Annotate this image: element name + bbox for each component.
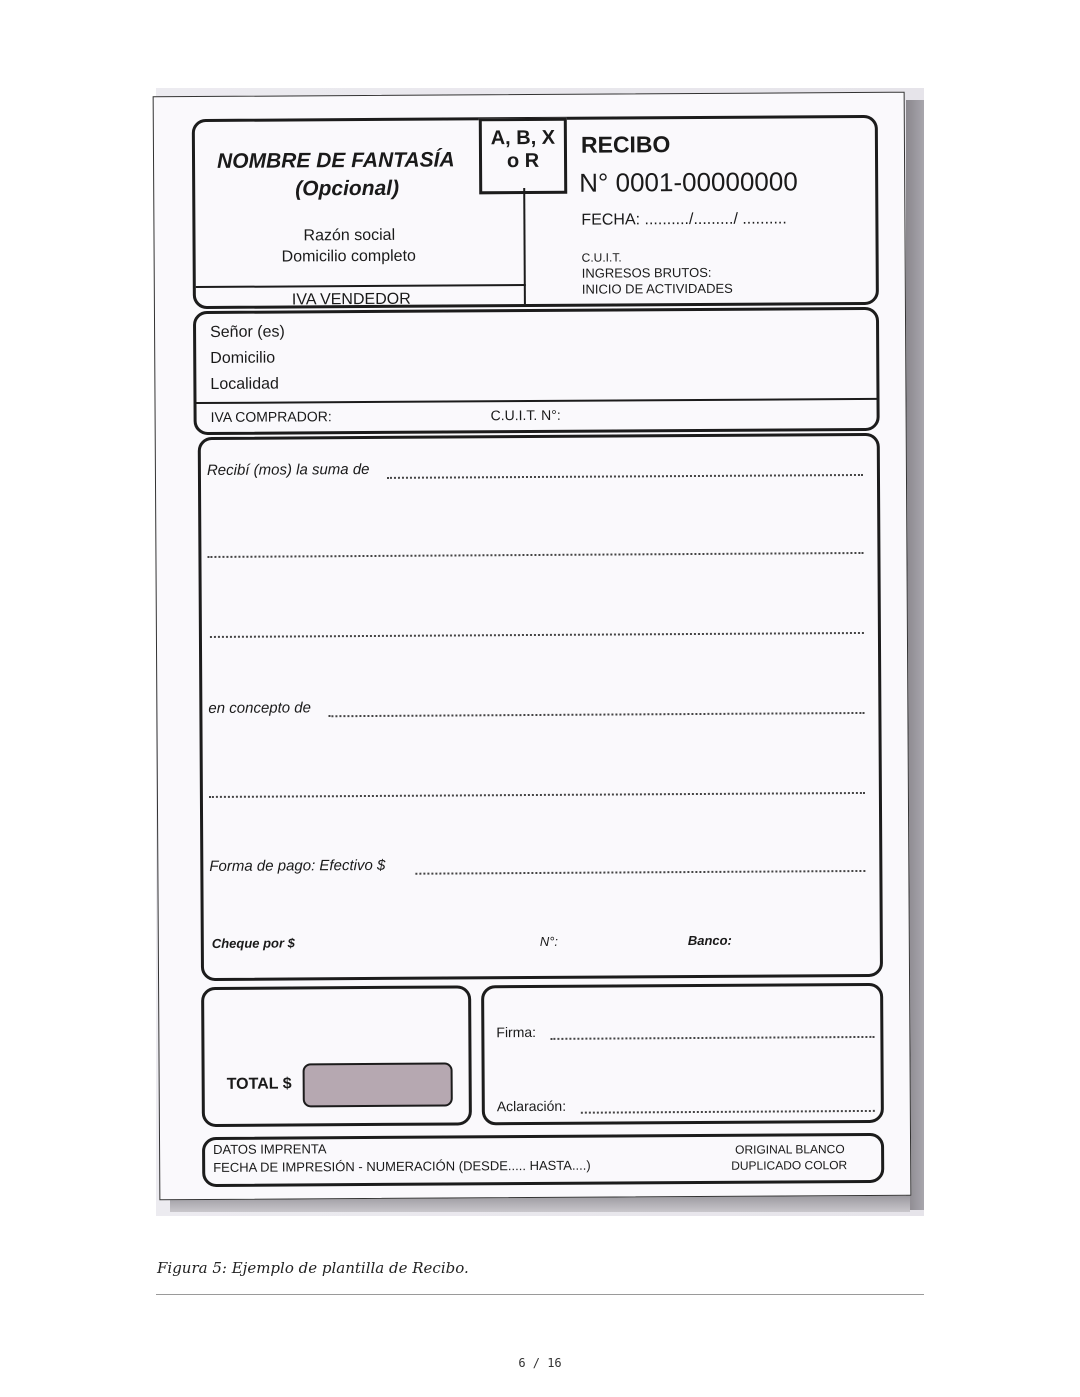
client-senor: Señor (es) bbox=[210, 323, 285, 341]
original-blanco: ORIGINAL BLANCO bbox=[735, 1142, 845, 1157]
total-amount-box bbox=[303, 1062, 453, 1107]
recibi-label: Recibí (mos) la suma de bbox=[206, 460, 370, 479]
client-box bbox=[193, 307, 880, 435]
receipt-title: RECIBO bbox=[580, 131, 671, 158]
forma-pago-line bbox=[415, 870, 865, 875]
datos-imprenta: DATOS IMPRENTA bbox=[213, 1141, 327, 1157]
amount-line-2 bbox=[207, 552, 863, 558]
fecha-impresion: FECHA DE IMPRESIÓN - NUMERACIÓN (DESDE..... HASTA....) bbox=[213, 1157, 591, 1175]
firma-label: Firma: bbox=[496, 1023, 537, 1041]
forma-pago-label: Forma de pago: Efectivo $ bbox=[209, 856, 386, 875]
total-label: TOTAL $ bbox=[226, 1075, 292, 1093]
client-domicilio: Domicilio bbox=[210, 349, 276, 367]
figure-caption: Figura 5: Ejemplo de plantilla de Recibo. bbox=[157, 1259, 469, 1277]
header-vertical-divider bbox=[523, 188, 526, 304]
header-box bbox=[192, 115, 879, 309]
aclaracion-line bbox=[581, 1110, 875, 1114]
receipt-type-box bbox=[479, 118, 567, 195]
concepto-line bbox=[328, 712, 864, 717]
concepto-label: en concepto de bbox=[208, 699, 312, 717]
iva-vendedor-divider bbox=[196, 284, 526, 288]
duplicado-color: DUPLICADO COLOR bbox=[731, 1158, 848, 1173]
iva-vendedor: IVA VENDEDOR bbox=[291, 290, 411, 309]
footer-box bbox=[202, 1133, 884, 1187]
receipt-type-line1: A, B, X bbox=[490, 126, 556, 150]
receipt-number: N° 0001-00000000 bbox=[579, 166, 798, 198]
cheque-label: Cheque por $ bbox=[211, 935, 295, 951]
aclaracion-label: Aclaración: bbox=[496, 1097, 567, 1115]
firma-line bbox=[550, 1036, 874, 1040]
domicilio-completo: Domicilio completo bbox=[281, 247, 416, 266]
issuer-inicio-actividades: INICIO DE ACTIVIDADES bbox=[581, 280, 733, 297]
fantasy-name: NOMBRE DE FANTASÍA bbox=[216, 148, 455, 173]
banco-label: Banco: bbox=[687, 932, 732, 949]
client-divider bbox=[197, 398, 877, 404]
signature-box bbox=[481, 983, 884, 1125]
recibi-line bbox=[387, 474, 863, 479]
issuer-ingresos-brutos: INGRESOS BRUTOS: bbox=[581, 264, 712, 281]
razon-social: Razón social bbox=[303, 226, 396, 245]
iva-comprador: IVA COMPRADOR: bbox=[210, 408, 332, 425]
client-localidad: Localidad bbox=[210, 375, 279, 393]
concepto-line-2 bbox=[209, 792, 865, 798]
receipt-date: FECHA: ........../........./ .......... bbox=[581, 210, 787, 229]
caption-rule bbox=[156, 1294, 924, 1295]
client-cuit: C.U.I.T. N°: bbox=[490, 406, 561, 424]
issuer-cuit: C.U.I.T. bbox=[581, 250, 622, 265]
receipt-type-line2: o R bbox=[506, 149, 540, 173]
cheque-numero-label: N°: bbox=[539, 933, 559, 949]
total-box bbox=[201, 985, 472, 1127]
amount-line-3 bbox=[210, 632, 864, 638]
fantasy-optional: (Opcional) bbox=[295, 176, 400, 201]
receipt-sheet bbox=[153, 92, 912, 1201]
page-number: 6 / 16 bbox=[518, 1356, 562, 1370]
body-box bbox=[198, 433, 883, 981]
